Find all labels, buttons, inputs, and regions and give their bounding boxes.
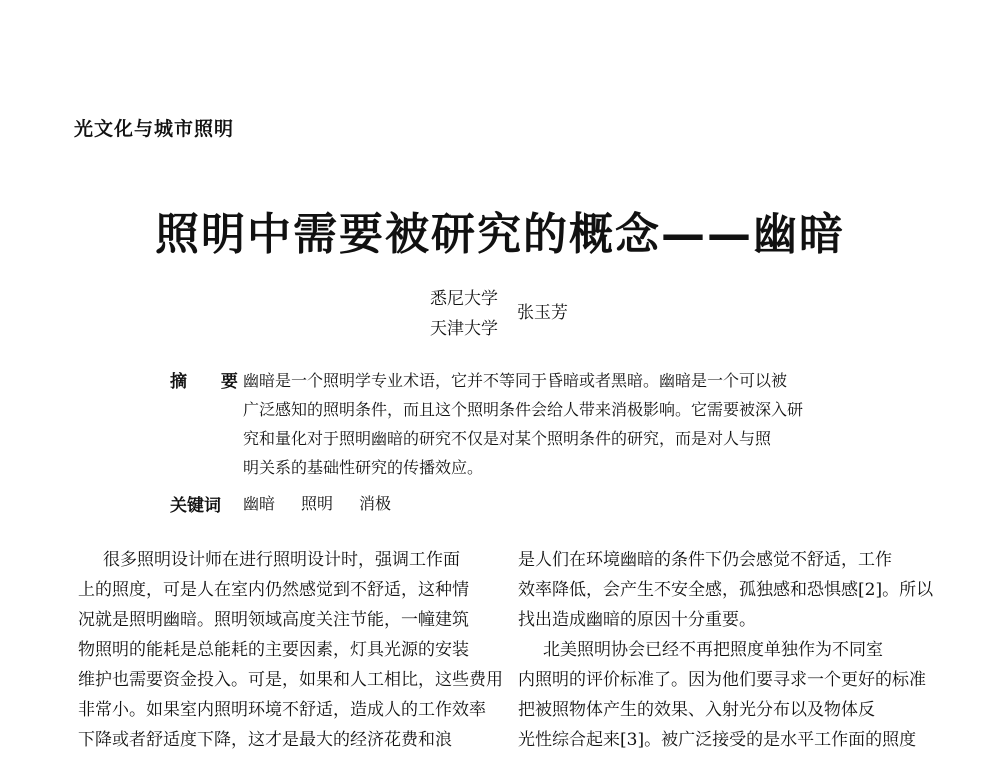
- keywords-label: 关键词: [170, 496, 221, 516]
- section-label: 光文化与城市照明: [74, 118, 235, 140]
- body-left-line: 维护也需要资金投入。可是，如果和人工相比，这些费用: [78, 670, 503, 690]
- body-right-line: 是人们在环境幽暗的条件下仍会感觉不舒适，工作: [518, 550, 892, 570]
- body-left-line: 很多照明设计师在进行照明设计时，强调工作面: [103, 550, 460, 570]
- body-right-line: 效率降低，会产生不安全感，孤独感和恐惧感[2]。所以: [518, 580, 934, 600]
- body-left-line: 况就是照明幽暗。照明领域高度关注节能，一幢建筑: [78, 610, 469, 630]
- article-title: 照明中需要被研究的概念——幽暗: [155, 209, 845, 260]
- body-right-line: 北美照明协会已经不再把照度单独作为不同室: [543, 640, 883, 660]
- body-left-line: 上的照度，可是人在室内仍然感觉到不舒适，这种情: [78, 580, 469, 600]
- author-name: 张玉芳: [517, 303, 568, 323]
- abstract-line: 究和量化对于照明幽暗的研究不仅是对某个照明条件的研究，而是对人与照: [243, 429, 772, 448]
- abstract-line: 幽暗是一个照明学专业术语，它并不等同于昏暗或者黑暗。幽暗是一个可以被: [243, 371, 788, 390]
- body-left-line: 物照明的能耗是总能耗的主要因素，灯具光源的安装: [78, 640, 469, 660]
- body-right-line: 找出造成幽暗的原因十分重要。: [518, 610, 756, 630]
- affiliation-1: 悉尼大学: [430, 289, 498, 309]
- abstract-line: 广泛感知的照明条件，而且这个照明条件会给人带来消极影响。它需要被深入研: [243, 400, 804, 419]
- abstract-line: 明关系的基础性研究的传播效应。: [243, 458, 484, 477]
- body-left-line: 下降或者舒适度下降，这才是最大的经济花费和浪: [78, 730, 452, 750]
- body-left-line: 非常小。如果室内照明环境不舒适，造成人的工作效率: [78, 700, 486, 720]
- body-right-line: 光性综合起来[3]。被广泛接受的是水平工作面的照度: [518, 730, 917, 750]
- keyword: 消极: [359, 494, 392, 513]
- keyword: 幽暗: [243, 494, 276, 513]
- keyword: 照明: [301, 494, 334, 513]
- abstract-label: 摘 要: [170, 372, 252, 392]
- body-right-line: 内照明的评价标准了。因为他们要寻求一个更好的标准: [518, 670, 926, 690]
- body-right-line: 把被照物体产生的效果、入射光分布以及物体反: [518, 700, 875, 720]
- keywords-list: [243, 491, 391, 514]
- affiliation-2: 天津大学: [430, 319, 498, 339]
